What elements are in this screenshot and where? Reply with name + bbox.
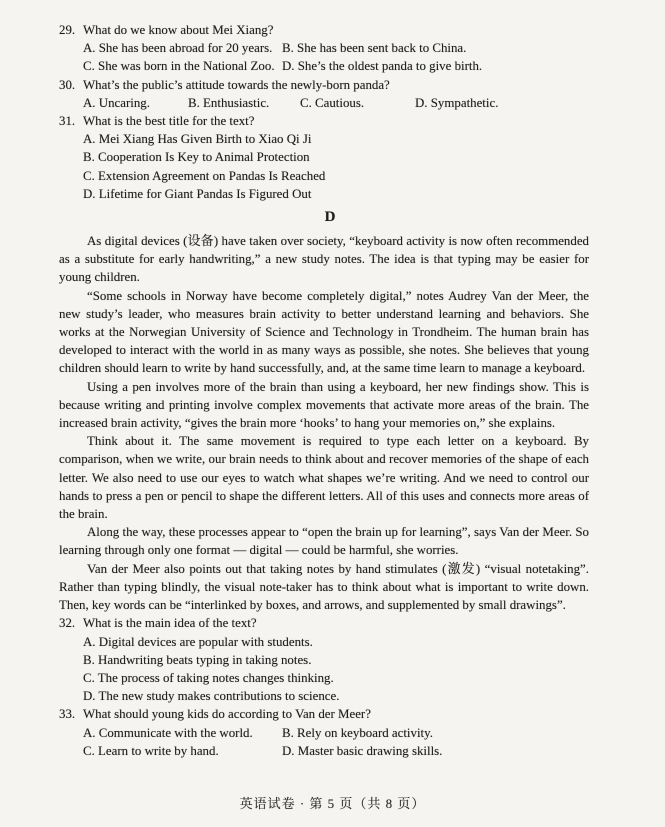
option-c: C. She was born in the National Zoo. [83, 59, 275, 74]
question-31 [59, 112, 589, 203]
option-a: A. Digital devices are popular with students. [83, 634, 313, 649]
question-text: What’s the public’s attitude towards the newly-born panda? [83, 77, 390, 92]
option-b: B. Rely on keyboard activity. [282, 725, 433, 740]
question-29-stem [59, 21, 589, 39]
option-a: A. She has been abroad for 20 years. [83, 41, 273, 56]
question-32-options [83, 633, 589, 706]
question-text: What is the best title for the text? [83, 114, 255, 129]
passage-section-label: D [324, 209, 336, 226]
passage-paragraph-1: As digital devices (设备) have taken over society, “keyboard activity is now often recommended as a substitute for early handwriting,” a new study notes. The idea is that typing may be easier for young children. [59, 234, 589, 285]
question-text: What is the main idea of the text? [83, 616, 257, 631]
question-29-options [83, 39, 589, 75]
option-c: C. Learn to write by hand. [83, 743, 219, 758]
option-b: B. Enthusiastic. [188, 95, 270, 110]
question-30-stem [59, 76, 589, 94]
question-33-options [83, 724, 589, 760]
option-c: C. Extension Agreement on Pandas Is Reached [83, 168, 326, 183]
question-number: 31. [59, 114, 76, 129]
question-number: 33. [59, 707, 76, 722]
question-number: 29. [59, 23, 76, 37]
question-33 [59, 705, 589, 760]
question-29 [59, 21, 589, 76]
option-a: A. Uncaring. [83, 95, 150, 110]
option-d: D. Master basic drawing skills. [282, 743, 443, 758]
page-footer: 英语试卷 · 第 5 页（共 8 页） [239, 796, 426, 811]
question-31-stem [59, 112, 589, 130]
option-d: D. She’s the oldest panda to give birth. [282, 59, 483, 74]
question-33-stem [59, 705, 589, 723]
passage-paragraph-5: Along the way, these processes appear to “open the brain up for learning”, says Van der Meer. So learning through only one format — digital — could be harmful, she worries. [59, 525, 589, 558]
question-32-stem [59, 614, 589, 632]
option-d: D. The new study makes contributions to science. [83, 689, 340, 704]
question-text: What should young kids do according to Van der Meer? [83, 707, 371, 722]
option-a: A. Communicate with the world. [83, 725, 253, 740]
question-32 [59, 614, 589, 705]
option-a: A. Mei Xiang Has Given Birth to Xiao Qi Ji [83, 132, 312, 147]
option-c: C. The process of taking notes changes thinking. [83, 670, 334, 685]
passage-paragraph-4: Think about it. The same movement is required to type each letter on a keyboard. By comparison, when we write, our brain needs to think about and recover memories of the shape of each letter. We also need to use our eyes to watch what shapes we’re writing. And we need to control our hands to press a pen or pencil to shape the different letters. All of this uses and connects more areas of the brain. [59, 434, 589, 522]
passage-paragraph-3: Using a pen involves more of the brain than using a keyboard, her new findings show. This is because writing and printing involve complex movements that activate more areas of the brain. The increased brain activity, “gives the brain more ‘hooks’ to hang your memories on,” she explains. [59, 379, 589, 431]
question-number: 32. [59, 616, 76, 631]
question-text: What do we know about Mei Xiang? [83, 23, 274, 37]
option-d: D. Sympathetic. [415, 95, 499, 110]
question-30 [59, 76, 589, 112]
question-30-options [83, 94, 589, 112]
question-number: 30. [59, 77, 76, 92]
option-b: B. Handwriting beats typing in taking notes. [83, 652, 312, 667]
question-31-options [83, 130, 589, 203]
passage-paragraph-2: “Some schools in Norway have become completely digital,” notes Audrey Van der Meer, the new study’s leader, who measures brain activity to better understand learning and behaviors. She works at the Norwegian University of Science and Technology in Trondheim. The human brain has developed to interact with the world in as many ways as possible, she notes. She believes that young children should learn to write by hand successfully, and, at the same time learn to manage a keyboard. [59, 288, 589, 376]
passage-paragraph-6: Van der Meer also points out that taking notes by hand stimulates (激发) “visual notetaking”. Rather than typing blindly, the visual note-taker has to think about what is important to write down. Then, key words can be “interlinked by boxes, and arrows, and supplemented by small drawings”. [59, 561, 589, 613]
option-c: C. Cautious. [300, 95, 365, 110]
option-b: B. Cooperation Is Key to Animal Protection [83, 150, 310, 165]
option-b: B. She has been sent back to China. [282, 41, 467, 56]
option-d: D. Lifetime for Giant Pandas Is Figured Out [83, 186, 312, 201]
reading-passage [59, 232, 589, 614]
